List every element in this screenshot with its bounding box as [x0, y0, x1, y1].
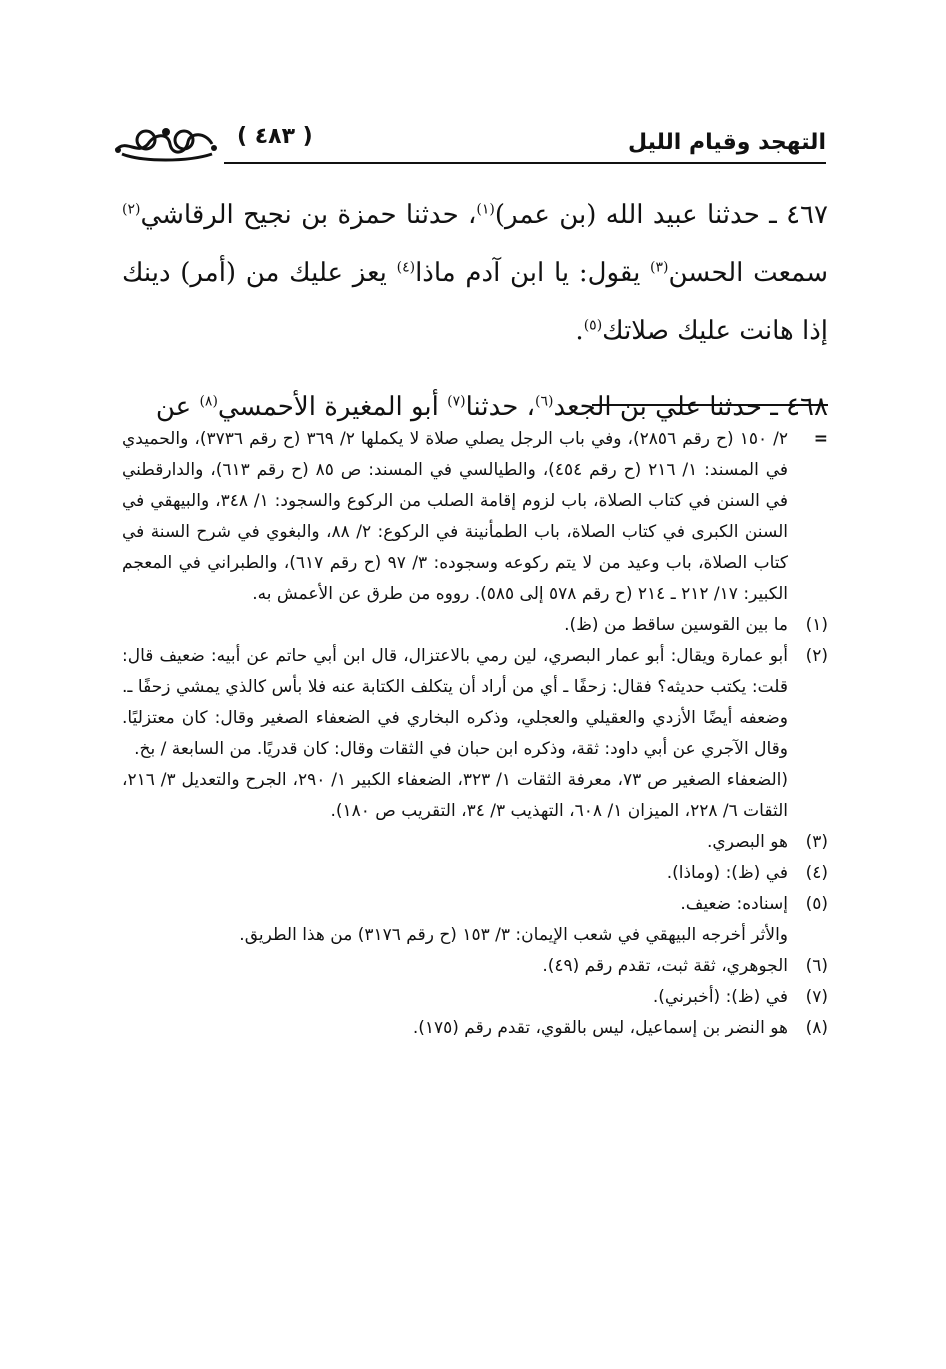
main-text: [122, 186, 828, 436]
footnote-ref: (١): [476, 201, 495, 218]
hadith-468: ٤٦٨ ـ حدثنا علي بن الجعد$^{(٦)}$، حدثنا$^{(٧)}$ أبو المغيرة الأحمسي$^{(٨)}$ عن: [155, 392, 828, 422]
footnote-number: (٥): [805, 894, 828, 914]
continued-footnote: [122, 424, 828, 610]
footnote-text: هو البصري.: [706, 832, 788, 852]
footnote-text: إسناده: ضعيف.: [680, 894, 788, 914]
footnote-5-extra: والأثر أخرجه البيهقي في شعب الإيمان: ٣/ ١٥٣ (ح رقم ٣١٧٦) من هذا الطريق.: [239, 925, 788, 945]
footnote-text: في (ظ): (أخبرني).: [652, 987, 788, 1007]
footnote-text: أبو عمارة ويقال: أبو عمار البصري، لين رمي بالاعتزال، قال ابن أبي حاتم عن أبيه: ضعيف قال: قلت: يكتب حديثه؟ فقال: زحفًا ـ أي من أراد أن يتكلف الكتابة عنه فلا بأس كالذي يمشي زحفًا ـ. وضعفه أيضًا الأزدي والعقيلي والعجلي، وذكره البخاري في الضعفاء الصغير وقال: كان معتزليًا. وقال الآجري عن أبي داود: ثقة، وذكره ابن حبان في الثقات وقال: كان قدريًا. من السابعة / بخ.: [122, 646, 788, 759]
page-header: [112, 118, 826, 170]
footnote-2: [122, 641, 828, 827]
footnote-3: [122, 827, 828, 858]
continuation-mark: =: [813, 429, 828, 449]
footnote-1: [122, 610, 828, 641]
hadith-number: ٤٦٧: [786, 200, 828, 230]
footnote-6: [122, 951, 828, 982]
footnote-number: (١): [805, 615, 828, 635]
footnotes-area: [122, 424, 828, 1044]
footnote-number: (٣): [805, 832, 828, 852]
ornament-icon: [112, 118, 220, 164]
footnote-number: (٦): [805, 956, 828, 976]
footnote-ref: (٨): [199, 393, 218, 410]
footnote-4: [122, 858, 828, 889]
footnote-number: (٢): [805, 646, 828, 666]
footnote-number: (٧): [805, 987, 828, 1007]
page-number: ( ٤٨٣ ): [237, 124, 313, 149]
footnote-text: في (ظ): (وماذا).: [666, 863, 788, 883]
footnote-ref: (٦): [535, 393, 554, 410]
footnote-ref: (٧): [447, 393, 466, 410]
footnote-text: هو النضر بن إسماعيل، ليس بالقوي، تقدم رقم (١٧٥).: [412, 1018, 788, 1038]
footnote-8: [122, 1013, 828, 1044]
footnote-divider: [592, 404, 828, 406]
hadith-number: ٤٦٨: [786, 392, 828, 422]
running-title: التهجد وقيام الليل: [627, 130, 826, 155]
footnote-text: ٢/ ١٥٠ (ح رقم ٢٨٥٦)، وفي باب الرجل يصلي صلاة لا يكملها ٢/ ٣٦٩ (ح رقم ٣٧٣٦)، والحميدي في المسند: ١/ ٢١٦ (ح رقم ٤٥٤)، والطيالسي في المسند: ص ٨٥ (ح رقم ٦١٣)، والدارقطني في السنن في كتاب الصلاة، باب لزوم إقامة الصلب من الركوع والسجود: ١/ ٣٤٨، والبيهقي في السنن الكبرى في كتاب الصلاة، باب الطمأنينة في الركوع: ٢/ ٨٨، والبغوي في شرح السنة في كتاب الصلاة، باب وعيد من لا يتم ركوعه وسجوده: ٣/ ٩٧ (ح رقم ٦١٧)، والطبراني في المعجم الكبير: ١٧/ ٢١٢ ـ ٢١٤ (ح رقم ٥٧٨ إلى ٥٨٥). رووه من طرق عن الأعمش به.: [122, 429, 789, 604]
header-rule: [224, 162, 826, 164]
footnote-sources: (الضعفاء الصغير ص ٧٣، معرفة الثقات ١/ ٣٢٣، الضعفاء الكبير ١/ ٢٩٠، الجرح والتعديل ٣/ ٢١٦، الثقات ٦/ ٢٢٨، الميزان ١/ ٦٠٨، التهذيب ٣/ ٣٤، التقريب ص ١٨٠).: [122, 770, 789, 821]
footnote-ref: (٤): [396, 259, 416, 276]
footnote-text: الجوهري، ثقة ثبت، تقدم رقم (٤٩).: [542, 956, 788, 976]
footnote-ref: (٥): [583, 317, 603, 334]
footnote-7: [122, 982, 828, 1013]
hadith-467: ٤٦٧ ـ حدثنا عبيد الله (بن عمر)$^{(١)}$، حدثنا حمزة بن نجيح الرقاشي$^{(٢)}$ سمعت الحسن$^{(٣)}$ يقول: يا ابن آدم ماذا$^{(٤)}$ يعز عليك من (أمر) دينك إذا هانت عليك صلاتك$^{(٥)}$.: [122, 200, 828, 346]
footnote-ref: (٢): [122, 201, 141, 218]
footnote-5: [122, 889, 828, 920]
footnote-number: (٨): [805, 1018, 828, 1038]
footnote-ref: (٣): [650, 259, 669, 276]
footnote-text: ما بين القوسين ساقط من (ظ).: [564, 615, 788, 635]
footnote-number: (٤): [805, 863, 828, 883]
